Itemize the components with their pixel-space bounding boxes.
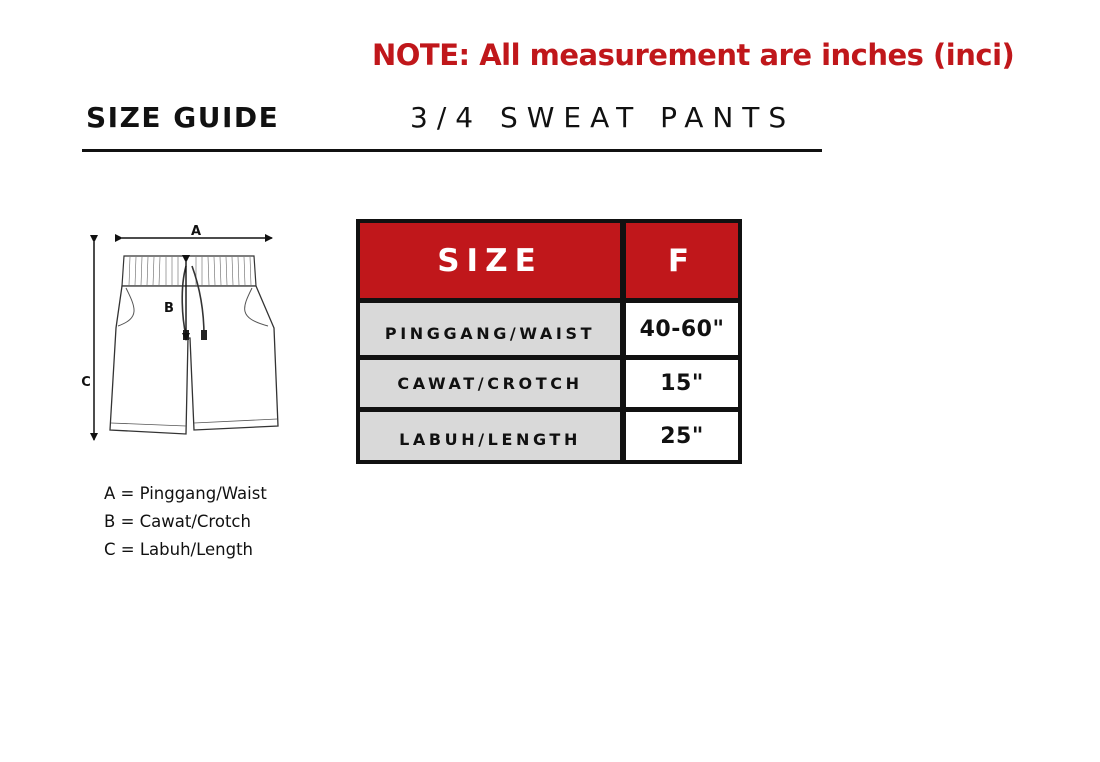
measurement-legend xyxy=(104,483,267,567)
row-value-crotch: 15" xyxy=(626,360,738,407)
size-header-f: F xyxy=(626,223,738,298)
size-guide-title: SIZE GUIDE xyxy=(86,101,280,134)
row-label-waist: PINGGANG/WAIST xyxy=(360,303,620,355)
size-header-label: SIZE xyxy=(360,223,620,298)
row-label-length: LABUH/LENGTH xyxy=(360,412,620,460)
legend-item-waist: A = Pinggang/Waist xyxy=(104,484,267,503)
title-divider xyxy=(82,149,822,152)
legend-item-length: C = Labuh/Length xyxy=(104,540,253,559)
label-a: A xyxy=(190,224,202,239)
product-title: 3/4 SWEAT PANTS xyxy=(410,101,796,134)
row-value-length: 25" xyxy=(626,412,738,460)
measurement-note: NOTE: All measurement are inches (inci) xyxy=(372,38,1015,72)
shorts-diagram xyxy=(76,218,296,458)
shorts-body xyxy=(110,286,278,434)
shorts-illustration xyxy=(76,218,296,458)
row-label-crotch: CAWAT/CROTCH xyxy=(360,360,620,407)
label-b: B xyxy=(164,301,174,316)
drawstring-tip-right xyxy=(201,330,207,340)
size-table xyxy=(356,219,742,464)
label-c: C xyxy=(81,375,91,390)
legend-item-crotch: B = Cawat/Crotch xyxy=(104,512,251,531)
row-value-waist: 40-60" xyxy=(626,303,738,355)
